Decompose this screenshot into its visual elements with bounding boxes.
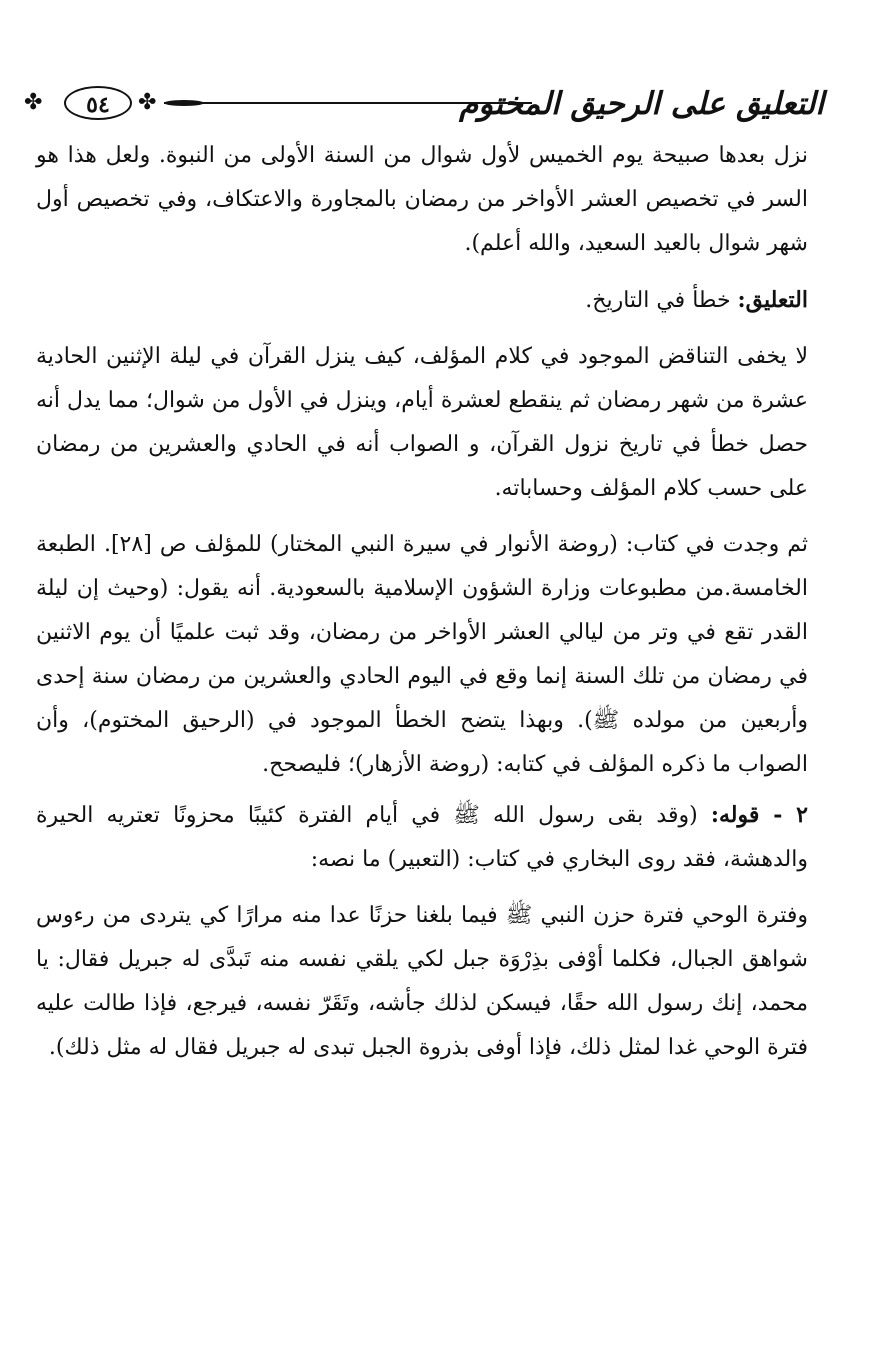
item-label: ٢ - قوله: bbox=[710, 802, 808, 828]
ornament-icon: ✤ bbox=[24, 90, 43, 115]
page-body bbox=[36, 134, 808, 1070]
commentary-label: التعليق: bbox=[737, 287, 808, 313]
commentary-title: خطأ في التاريخ. bbox=[585, 288, 738, 313]
paragraph-hadith-quote: وفترة الوحي فترة حزن النبي ﷺ فيما بلغنا حزنًا عدا منه مرارًا كي يتردى من رءوس شواهق الجبال، فكلما أوْفى بذِرْوَة جبل لكي يلقي نفسه منه تَبدَّى له جبريل فقال: يا محمد، إنك رسول الله حقًا، فيسكن لذلك جأشه، وتَقَرّ نفسه، فيرجع، فإذا طالت عليه فترة الوحي غدا لمثل ذلك، فإذا أوفى بذروة الجبل تبدى له جبريل فقال له مثل ذلك). bbox=[36, 903, 808, 1060]
ornament-icon: ✤ bbox=[138, 90, 157, 115]
page-number: ٥٤ bbox=[64, 86, 132, 120]
paragraph-quote-item bbox=[36, 793, 808, 882]
page-header bbox=[24, 78, 824, 130]
paragraph-continuation: نزل بعدها صبيحة يوم الخميس لأول شوال من السنة الأولى من النبوة. ولعل هذا هو السر في تخصيص العشر الأواخر من رمضان بالمجاورة والاعتكاف، وفي تخصيص أول شهر شوال بالعيد السعيد، والله أعلم). bbox=[36, 143, 808, 256]
book-title: التعليق على الرحيق المختوم bbox=[459, 86, 824, 122]
item-text: (وقد بقى رسول الله ﷺ في أيام الفترة كئيبًا محزونًا تعتريه الحيرة والدهشة، فقد روى البخاري في كتاب: (التعبير) ما نصه: bbox=[36, 803, 808, 872]
paragraph-contradiction: لا يخفى التناقض الموجود في كلام المؤلف، كيف ينزل القرآن في ليلة الإثنين الحادية عشرة من شهر رمضان ثم ينقطع لعشرة أيام، وينزل في الأول من شوال؛ مما يدل أنه حصل خطأ في تاريخ نزول القرآن، و الصواب أنه في الحادي والعشرين من رمضان على حسب كلام المؤلف وحساباته. bbox=[36, 344, 808, 501]
paragraph-source-citation: ثم وجدت في كتاب: (روضة الأنوار في سيرة النبي المختار) للمؤلف ص [٢٨]. الطبعة الخامسة.من مطبوعات وزارة الشؤون الإسلامية بالسعودية. أنه يقول: (وحيث إن ليلة القدر تقع في وتر من ليالي العشر الأواخر من رمضان، وقد ثبت علميًا أن يوم الاثنين في رمضان من تلك السنة إنما وقع في اليوم الحادي والعشرين من رمضان سنة إحدى وأربعين من مولده ﷺ). وبهذا يتضح الخطأ الموجود في (الرحيق المختوم)، وأن الصواب ما ذكره المؤلف في كتابه: (روضة الأزهار)؛ فليصحح. bbox=[36, 532, 809, 777]
paragraph-commentary-heading bbox=[36, 278, 808, 323]
